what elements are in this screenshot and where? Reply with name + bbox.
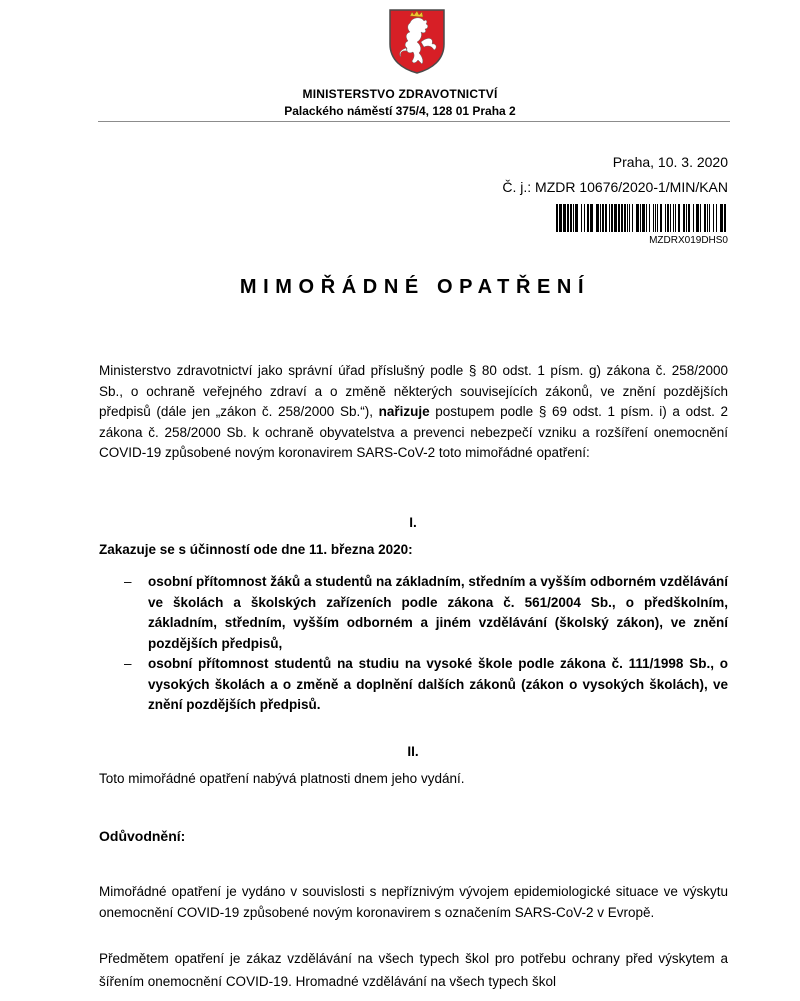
barcode-bar [660, 204, 662, 232]
barcode-bar [636, 204, 639, 232]
barcode-bar [686, 204, 687, 232]
barcode-bar [556, 204, 558, 232]
barcode-bar [657, 204, 658, 232]
intro-text-end: postupem podle § 69 odst. 1 písm. i) a odst. 2 zákona č. 258/2000 Sb. k ochraně obyvatelstva a prevenci nebezpečí vzniku a rozšíření onemocnění COVID-19 způsobené novým koronavirem SARS-CoV-2 toto mimořádné opatření: [99, 404, 728, 461]
barcode-bar [653, 204, 654, 232]
barcode-bar [559, 204, 562, 232]
barcode-bar [655, 204, 656, 232]
barcode-bar [713, 204, 714, 232]
barcode-bar [629, 204, 630, 232]
barcode-bar [573, 204, 574, 232]
reference-number: Č. j.: MZDR 10676/2020-1/MIN/KAN [502, 179, 728, 195]
barcode-icon [556, 204, 728, 232]
barcode-bar [570, 204, 572, 232]
barcode-bar [667, 204, 669, 232]
barcode-bar [700, 204, 701, 232]
barcode-bar [624, 204, 626, 232]
barcode-bar [696, 204, 699, 232]
justification-paragraph: Mimořádné opatření je vydáno v souvislosti s nepříznivým vývojem epidemiologické situace ve výskytu onemocnění COVID-19 způsobené novým koronavirem s označením SARS-CoV-2 v Evropě. [99, 884, 728, 920]
barcode-bar [632, 204, 633, 232]
barcode-bar [649, 204, 650, 232]
intro-bold-word: nařizuje [378, 404, 430, 420]
barcode-bar [720, 204, 723, 232]
list-dash: – [124, 656, 132, 671]
intro-paragraph [99, 361, 728, 464]
barcode-bar [716, 204, 717, 232]
barcode-bar [704, 204, 706, 232]
barcode-bar [707, 204, 708, 232]
barcode-bar [621, 204, 623, 232]
barcode-bar [563, 204, 566, 232]
barcode-bar [673, 204, 674, 232]
ministry-name: MINISTERSTVO ZDRAVOTNICTVÍ [302, 87, 498, 101]
issue-date: Praha, 10. 3. 2020 [612, 154, 728, 170]
list-dash: – [124, 574, 132, 589]
list-item: osobní přítomnost studentů na studiu na vysoké škole podle zákona č. 111/1998 Sb., o vysokých školách a o změně a doplnění dalších zákonů (zákon o vysokých školách), ve znění pozdějších předpisů. [148, 656, 728, 713]
justification-heading: Odůvodnění: [99, 828, 186, 844]
barcode-bar [590, 204, 593, 232]
barcode-bar [665, 204, 666, 232]
barcode-bar [581, 204, 582, 232]
barcode-label: MZDRX019DHS0 [649, 235, 728, 246]
barcode-bar [584, 204, 585, 232]
barcode-bar [675, 204, 676, 232]
barcode-bar [693, 204, 694, 232]
barcode-bar [609, 204, 610, 232]
barcode-bar [640, 204, 641, 232]
header-divider [98, 121, 730, 122]
barcode-bar [683, 204, 685, 232]
section-1-numeral: I. [409, 515, 417, 530]
czech-lion-coat-of-arms-icon [388, 8, 446, 74]
barcode-bar [618, 204, 620, 232]
ministry-address: Palackého náměstí 375/4, 128 01 Praha 2 [284, 104, 516, 118]
barcode-bar [602, 204, 604, 232]
barcode-bar [688, 204, 690, 232]
barcode-bar [605, 204, 607, 232]
section-2-text: Toto mimořádné opatření nabývá platnosti dnem jeho vydání. [99, 771, 465, 786]
barcode-bar [567, 204, 569, 232]
barcode-bar [614, 204, 617, 232]
justification-paragraph: Předmětem opatření je zákaz vzdělávání na všech typech škol pro potřebu ochrany před výskytem a šířením onemocnění COVID-19. Hromadné vzdělávání na všech typech škol [99, 951, 728, 989]
section-1-lead: Zakazuje se s účinností ode dne 11. března 2020: [99, 542, 413, 557]
barcode-bar [646, 204, 647, 232]
barcode-bar [709, 204, 710, 232]
barcode-bar [678, 204, 680, 232]
barcode-bar [600, 204, 601, 232]
document-title: MIMOŘÁDNÉ OPATŘENÍ [239, 276, 591, 298]
barcode-bar [611, 204, 613, 232]
barcode-bar [724, 204, 726, 232]
barcode-bar [627, 204, 628, 232]
barcode-bar [596, 204, 599, 232]
section-2-numeral: II. [407, 744, 419, 759]
barcode-bar [587, 204, 589, 232]
list-item: osobní přítomnost žáků a studentů na základním, středním a vyšším odborném vzdělávání ve školách a školských zařízeních podle zákona č. 561/2004 Sb., o předškolním, základním, středním, vyšším odborném a jiném vzdělávání (školský zákon), ve znění pozdějších předpisů, [148, 574, 728, 651]
barcode-bar [642, 204, 645, 232]
barcode-bar [670, 204, 671, 232]
barcode-bar [575, 204, 578, 232]
intro-text-start: Ministerstvo zdravotnictví jako správní úřad příslušný podle § 80 odst. 1 písm. g) zákona č. 258/2000 Sb., o ochraně veřejného zdraví a o změně některých souvisejících zákonů, ve znění pozdějších předpisů (dále jen „zákon č. 258/2000 Sb.“), [99, 363, 728, 420]
